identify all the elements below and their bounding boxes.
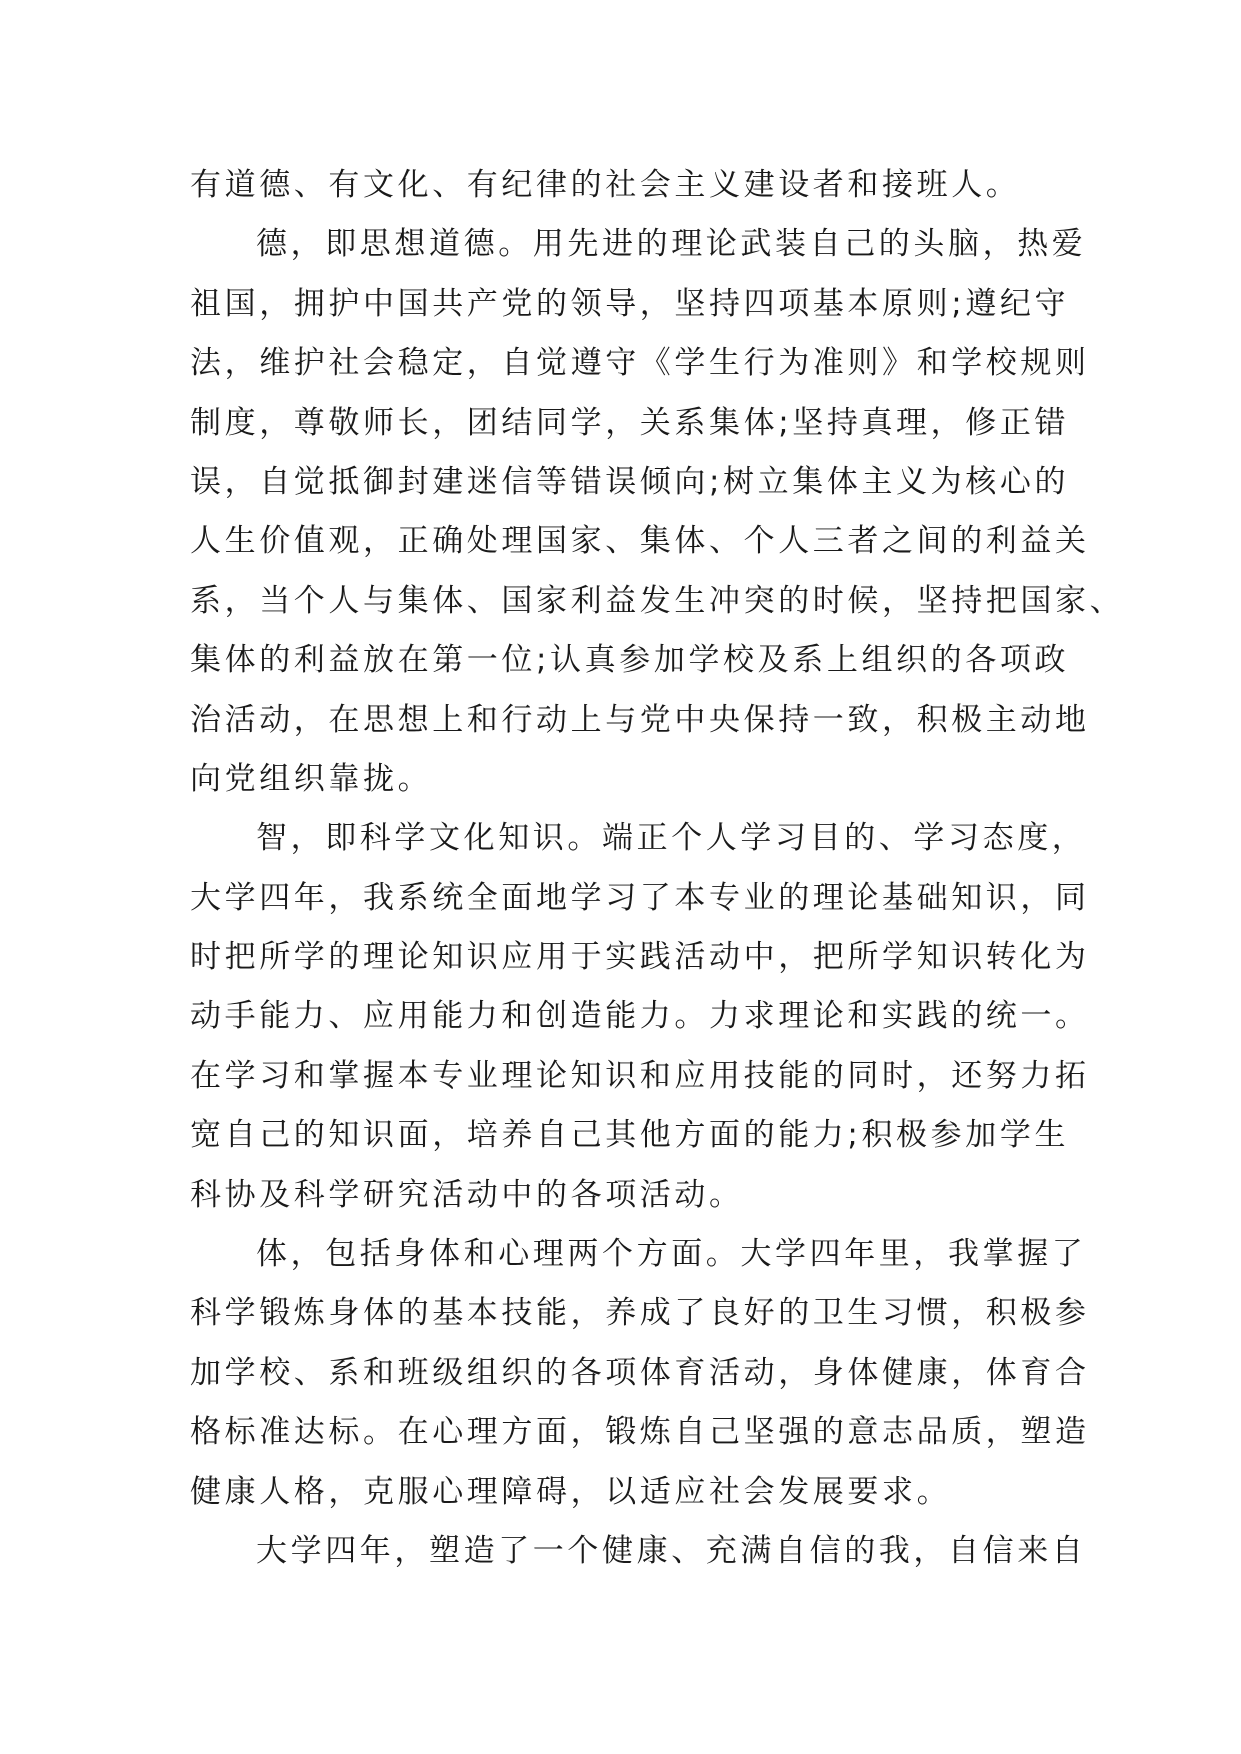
text-line: 科学锻炼身体的基本技能，养成了良好的卫生习惯，积极参 [190,1295,1090,1332]
text-line: 大学四年，我系统全面地学习了本专业的理论基础知识，同 [190,879,1090,916]
text-line: 祖国，拥护中国共产党的领导，坚持四项基本原则;遵纪守 [190,285,1070,322]
text-line: 在学习和掌握本专业理论知识和应用技能的同时，还努力拓 [190,1057,1090,1094]
text-line: 时把所学的理论知识应用于实践活动中，把所学知识转化为 [190,939,1090,976]
text-line: 法，维护社会稳定，自觉遵守《学生行为准则》和学校规则 [190,345,1090,382]
text-line: 系，当个人与集体、国家利益发生冲突的时候，坚持把国家、 [190,582,1125,619]
paragraph-start-line: 智，即科学文化知识。端正个人学习目的、学习态度， [256,820,1087,857]
paragraph-start-line: 德，即思想道德。用先进的理论武装自己的头脑，热爱 [256,226,1087,263]
text-line: 健康人格，克服心理障碍，以适应社会发展要求。 [190,1473,952,1510]
text-line: 宽自己的知识面，培养自己其他方面的能力;积极参加学生 [190,1117,1070,1154]
text-line: 集体的利益放在第一位;认真参加学校及系上组织的各项政 [190,642,1070,679]
text-line: 治活动，在思想上和行动上与党中央保持一致，积极主动地 [190,701,1090,738]
text-line: 格标准达标。在心理方面，锻炼自己坚强的意志品质，塑造 [190,1414,1090,1451]
text-line: 误，自觉抵御封建迷信等错误倾向;树立集体主义为核心的 [190,463,1070,500]
text-line: 动手能力、应用能力和创造能力。力求理论和实践的统一。 [190,998,1090,1035]
text-line: 向党组织靠拢。 [190,760,433,797]
text-line: 制度，尊敬师长，团结同学，关系集体;坚持真理，修正错 [190,404,1070,441]
paragraph-start-line: 体，包括身体和心理两个方面。大学四年里，我掌握了 [256,1236,1087,1273]
paragraph-start-line: 大学四年，塑造了一个健康、充满自信的我，自信来自 [256,1532,1087,1569]
text-line: 加学校、系和班级组织的各项体育活动，身体健康，体育合 [190,1354,1090,1391]
text-line: 有道德、有文化、有纪律的社会主义建设者和接班人。 [190,167,1021,203]
text-line: 人生价值观，正确处理国家、集体、个人三者之间的利益关 [190,523,1090,560]
body-text [190,156,1125,1581]
text-line: 科协及科学研究活动中的各项活动。 [190,1176,744,1213]
